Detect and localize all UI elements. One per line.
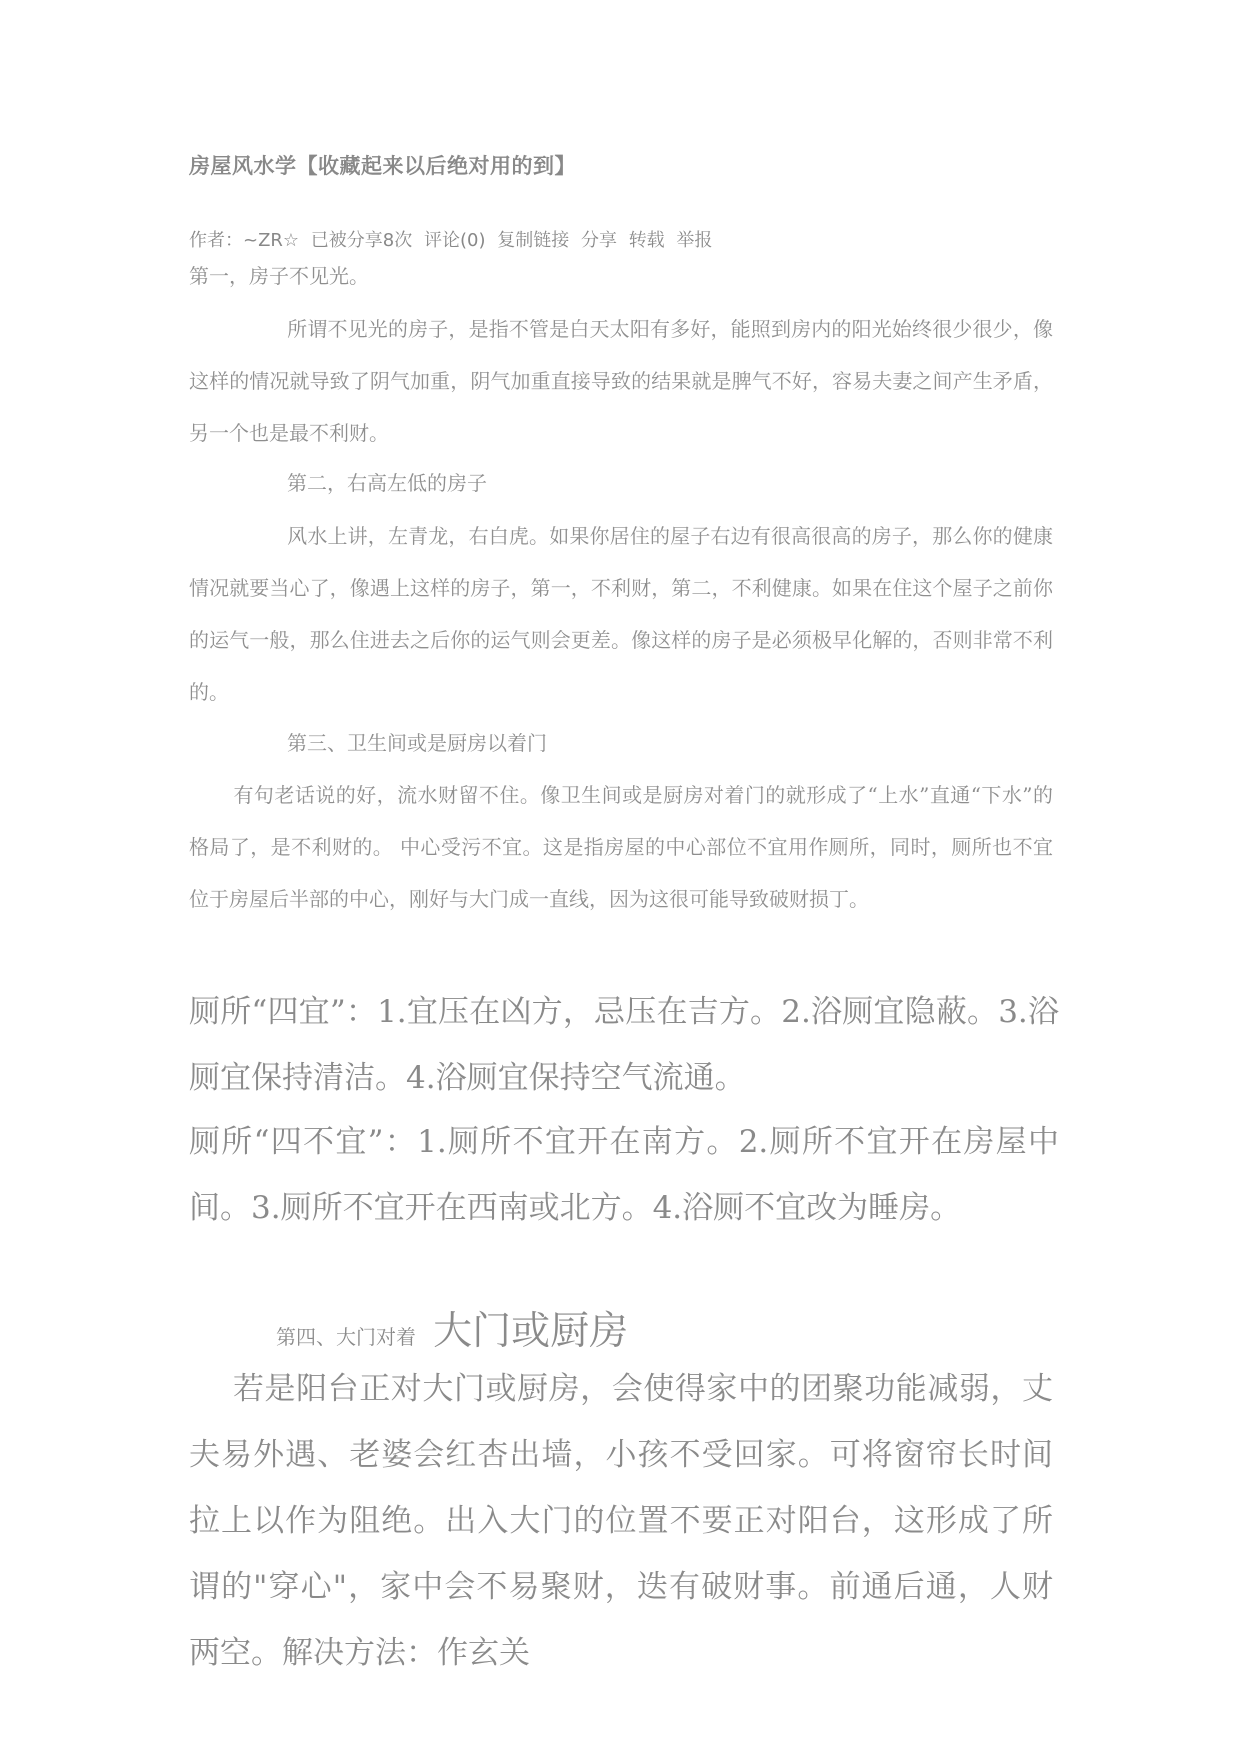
section4-heading-small: 第四、大门对着 — [276, 1325, 416, 1349]
article-title: 房屋风水学【收藏起来以后绝对用的到】 — [189, 154, 576, 178]
toilet-four-no: 厕所“四不宜”：1.厕所不宜开在南方。2.厕所不宜开在房屋中间。3.厕所不宜开在西南或北方。4.浴厕不宜改为睡房。 — [189, 1124, 1059, 1226]
section2-body: 风水上讲，左青龙，右白虎。如果你居住的屋子右边有很高很高的房子，那么你的健康情况就要当心了，像遇上这样的房子，第一，不利财，第二，不利健康。如果在住这个屋子之前你的运气一般，那么住进去之后你的运气则会更差。像这样的房子是必须极早化解的，否则非常不利的。 — [189, 524, 1053, 704]
section4-heading-large: 大门或厨房 — [433, 1309, 629, 1354]
section4-heading — [276, 1300, 628, 1356]
section4-body: 若是阳台正对大门或厨房，会使得家中的团聚功能减弱，丈夫易外遇、老婆会红杏出墙，小孩不受回家。可将窗帘长时间拉上以作为阻绝。出入大门的位置不要正对阳台，这形成了所谓的"穿心"，家中会不易聚财，迭有破财事。前通后通，人财两空。解决方法：作玄关 — [189, 1371, 1053, 1671]
section3-body: 有句老话说的好，流水财留不住。像卫生间或是厨房对着门的就形成了“上水”直通“下水”的格局了，是不利财的。 中心受污不宜。这是指房屋的中心部位不宜用作厕所，同时，厕所也不宜位于房屋后半部的中心，刚好与大门成一直线，因为这很可能导致破财损丁。 — [189, 783, 1053, 911]
share-count: 已被分享8次 — [310, 230, 413, 251]
article-meta-bar — [189, 226, 718, 252]
repost-button[interactable]: 转载 — [628, 230, 665, 251]
section1-heading: 第一，房子不见光。 — [189, 264, 369, 288]
toilet-four-yes: 厕所“四宜”：1.宜压在凶方，忌压在吉方。2.浴厕宜隐蔽。3.浴厕宜保持清洁。4.浴厕宜保持空气流通。 — [189, 994, 1059, 1096]
section2-heading: 第二，右高左低的房子 — [287, 471, 487, 495]
report-button[interactable]: 举报 — [676, 230, 713, 251]
author-label: 作者：~ZR☆ — [189, 230, 300, 251]
section3-heading: 第三、卫生间或是厨房以着门 — [287, 731, 547, 755]
section2-paragraph — [189, 510, 1053, 718]
section3-paragraph — [189, 769, 1053, 925]
section1-body: 所谓不见光的房子，是指不管是白天太阳有多好，能照到房内的阳光始终很少很少，像这样的情况就导致了阴气加重，阴气加重直接导致的结果就是脾气不好，容易夫妻之间产生矛盾，另一个也是最不利财。 — [189, 317, 1053, 445]
copy-link-button[interactable]: 复制链接 — [497, 230, 570, 251]
comments-link[interactable]: 评论(0) — [423, 230, 486, 251]
section1-paragraph — [189, 303, 1053, 459]
share-button[interactable]: 分享 — [580, 230, 617, 251]
